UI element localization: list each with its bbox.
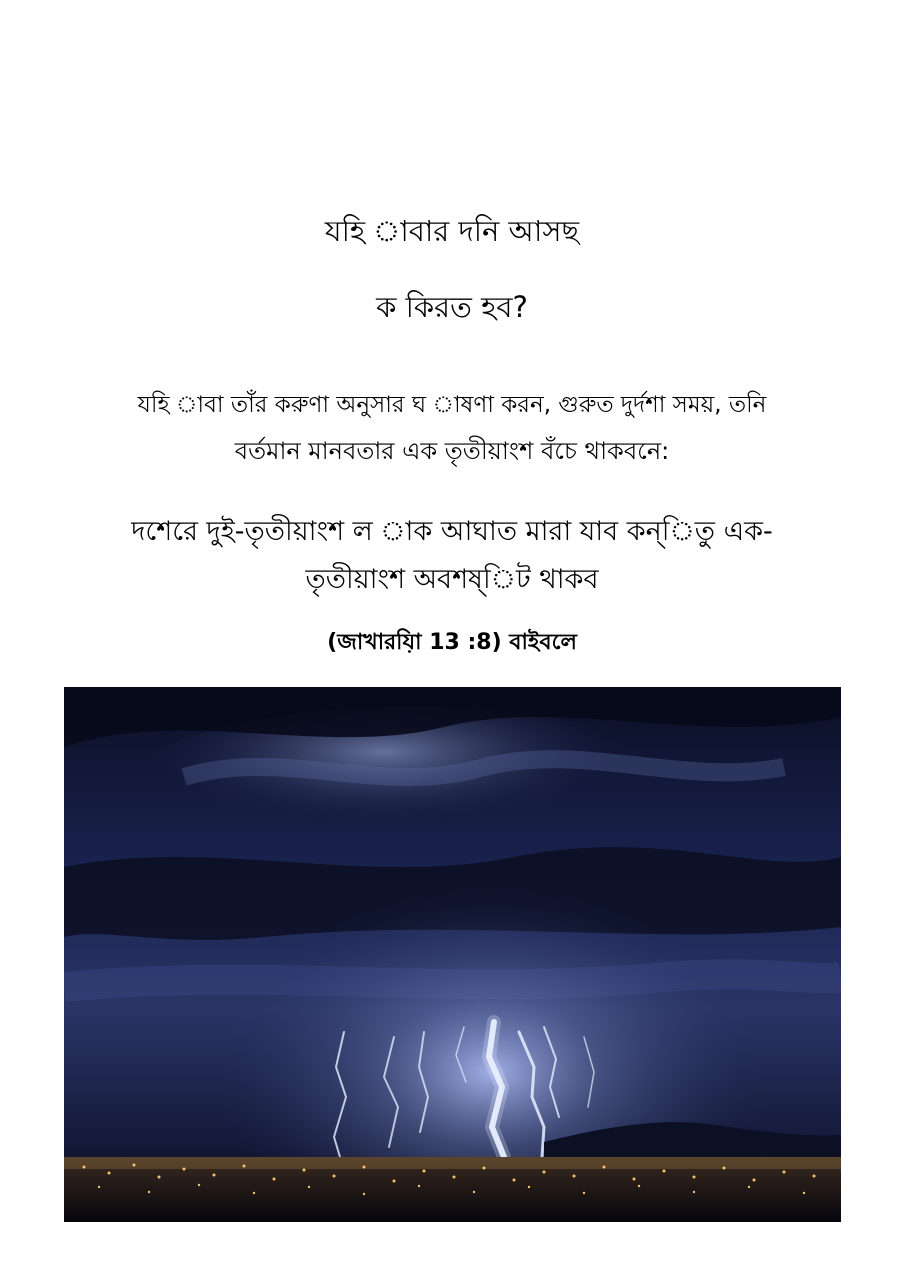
heading-line-1: যহি াবার দনি আসছ <box>324 214 580 248</box>
bible-reference: (জাখারযি়া 13 :8) বাইবলে <box>327 630 577 655</box>
lightning-storm-photo <box>64 687 841 1222</box>
verse-line-2: তৃতীয়াংশ অবশষ্িট থাকব <box>305 564 599 595</box>
verse-line-1: দশেরে দুই-তৃতীয়াংশ ল াক আঘাত মারা যাব কন্িতু এক- <box>131 516 773 547</box>
paragraph-line-2: বর্তমান মানবতার এক তৃতীয়াংশ বঁচে থাকবনে: <box>234 437 670 465</box>
heading-line-2: ক কিরত হব? <box>376 290 528 324</box>
paragraph-line-1: যহি াবা তাঁর করুণা অনুসার ঘ াষণা করন, গুরুত দুর্দশা সময়, তনি <box>137 392 767 418</box>
